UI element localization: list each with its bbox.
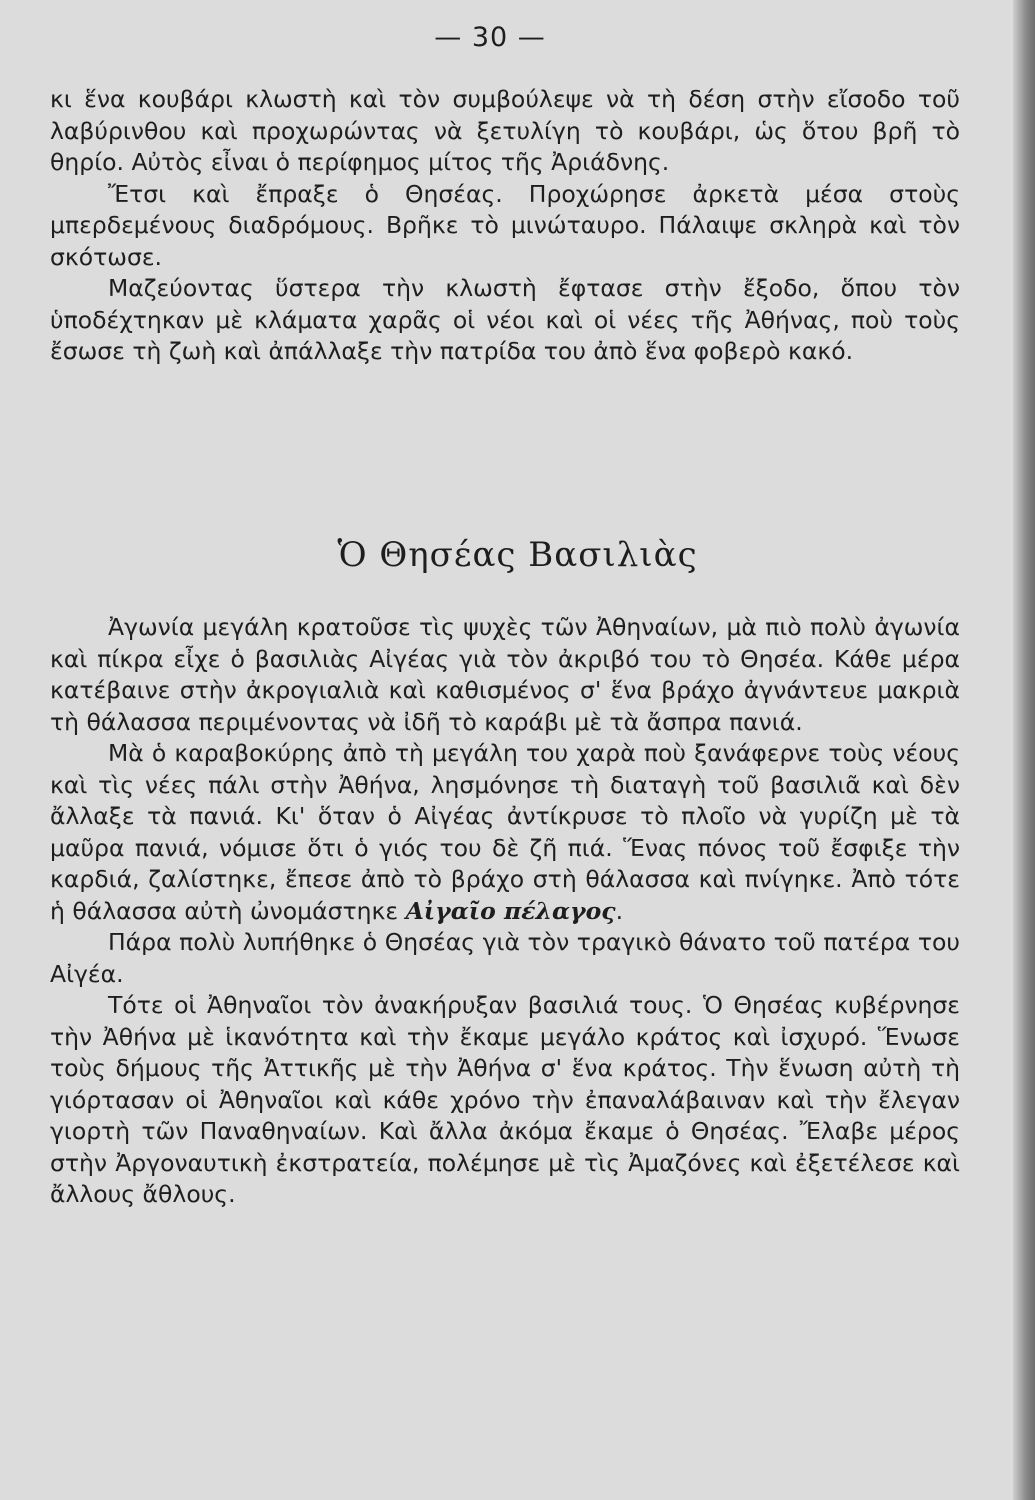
section-title: Ὁ Θησέας Βασιλιὰς <box>337 535 698 575</box>
intro-text-block <box>50 84 960 368</box>
aegean-sea-emphasis: Αἰγαῖο πέλαγος <box>405 896 616 925</box>
section-paragraph-2-text: Μὰ ὁ καραβοκύρης ἀπὸ τὴ μεγάλη του χαρὰ ποὺ ξανάφερνε τοὺς νέους καὶ τὶς νέες πάλι στὴν Ἀθήνα, λησμόνησε τὴ διαταγὴ τοῦ βασιλιᾶ καὶ δὲν ἄλλαξε τὰ πανιά. Κι' ὅταν ὁ Αἰγέας ἀντίκρυσε τὸ πλοῖο νὰ γυρίζη μὲ τὰ μαῦρα πανιά, νόμισε ὅτι ὁ γιός του δὲ ζῆ πιά. Ἕνας πόνος τοῦ ἔσφιξε τὴν καρδιά, ζαλίστηκε, ἔπεσε ἀπὸ τὸ βράχο στὴ θάλασσα καὶ πνίγηκε. Ἀπὸ τότε ἡ θάλασσα αὐτὴ ὠνομάστηκε <box>50 739 960 925</box>
section-paragraph-4: Τότε οἱ Ἀθηναῖοι τὸν ἀνακήρυξαν βασιλιά τους. Ὁ Θησέας κυβέρνησε τὴν Ἀθήνα μὲ ἱκανότητα καὶ τὴν ἔκαμε μεγάλο κράτος καὶ ἰσχυρό. Ἕνωσε τοὺς δήμους τῆς Ἀττικῆς μὲ τὴν Ἀθήνα σ' ἕνα κράτος. Τὴν ἕνωση αὐτὴ τὴ γιόρτασαν οἱ Ἀθηναῖοι καὶ κάθε χρόνο τὴν ἐπαναλάβαιναν καὶ τὴν ἔλεγαν γιορτὴ τῶν Παναθηναίων. Καὶ ἄλλα ἀκόμα ἔκαμε ὁ Θησέας. Ἔλαβε μέρος στὴν Ἀργοναυτικὴ ἐκστρατεία, πολέμησε μὲ τὶς Ἀμαζόνες καὶ ἐξετέλεσε καὶ ἄλλους ἄθλους. <box>50 991 960 1208</box>
section-text-block <box>50 612 960 1211</box>
section-paragraph-2 <box>50 738 960 927</box>
intro-paragraph-3: Μαζεύοντας ὕστερα τὴν κλωστὴ ἔφτασε στὴν ἔξοδο, ὅπου τὸν ὑποδέχτηκαν μὲ κλάματα χαρᾶς οἱ νέοι καὶ οἱ νέες τῆς Ἀθήνας, ποὺ τοὺς ἔσωσε τὴ ζωὴ καὶ ἀπάλλαξε τὴν πατρίδα του ἀπὸ ἕνα φοβερὸ κακό. <box>50 274 960 365</box>
section-paragraph-2-end: . <box>615 896 624 925</box>
page-number: — 30 — <box>434 22 546 53</box>
page-edge-shadow <box>1013 0 1035 1500</box>
intro-paragraph-1: κι ἕνα κουβάρι κλωστὴ καὶ τὸν συμβούλεψε νὰ τὴ δέση στὴν εἴσοδο τοῦ λαβύρινθου καὶ προχωρώντας νὰ ξετυλίγη τὸ κουβάρι, ὡς ὅτου βρῆ τὸ θηρίο. Αὐτὸς εἶναι ὁ περίφημος μίτος τῆς Ἀριάδνης. <box>50 85 960 176</box>
section-paragraph-3: Πάρα πολὺ λυπήθηκε ὁ Θησέας γιὰ τὸν τραγικὸ θάνατο τοῦ πατέρα του Αἰγέα. <box>50 928 960 988</box>
section-paragraph-1: Ἀγωνία μεγάλη κρατοῦσε τὶς ψυχὲς τῶν Ἀθηναίων, μὰ πιὸ πολὺ ἀγωνία καὶ πίκρα εἶχε ὁ βασιλιὰς Αἰγέας γιὰ τὸν ἀκριβό του τὸ Θησέα. Κάθε μέρα κατέβαινε στὴν ἀκρογιαλιὰ καὶ καθισμένος σ' ἕνα βράχο ἀγνάντευε μακριὰ τὴ θάλασσα περιμένοντας νὰ ἰδῆ τὸ καράβι μὲ τὰ ἄσπρα πανιά. <box>50 613 960 736</box>
intro-paragraph-2: Ἔτσι καὶ ἔπραξε ὁ Θησέας. Προχώρησε ἀρκετὰ μέσα στοὺς μπερδεμένους διαδρόμους. Βρῆκε τὸ μινώταυρο. Πάλαιψε σκληρὰ καὶ τὸν σκότωσε. <box>50 179 960 271</box>
